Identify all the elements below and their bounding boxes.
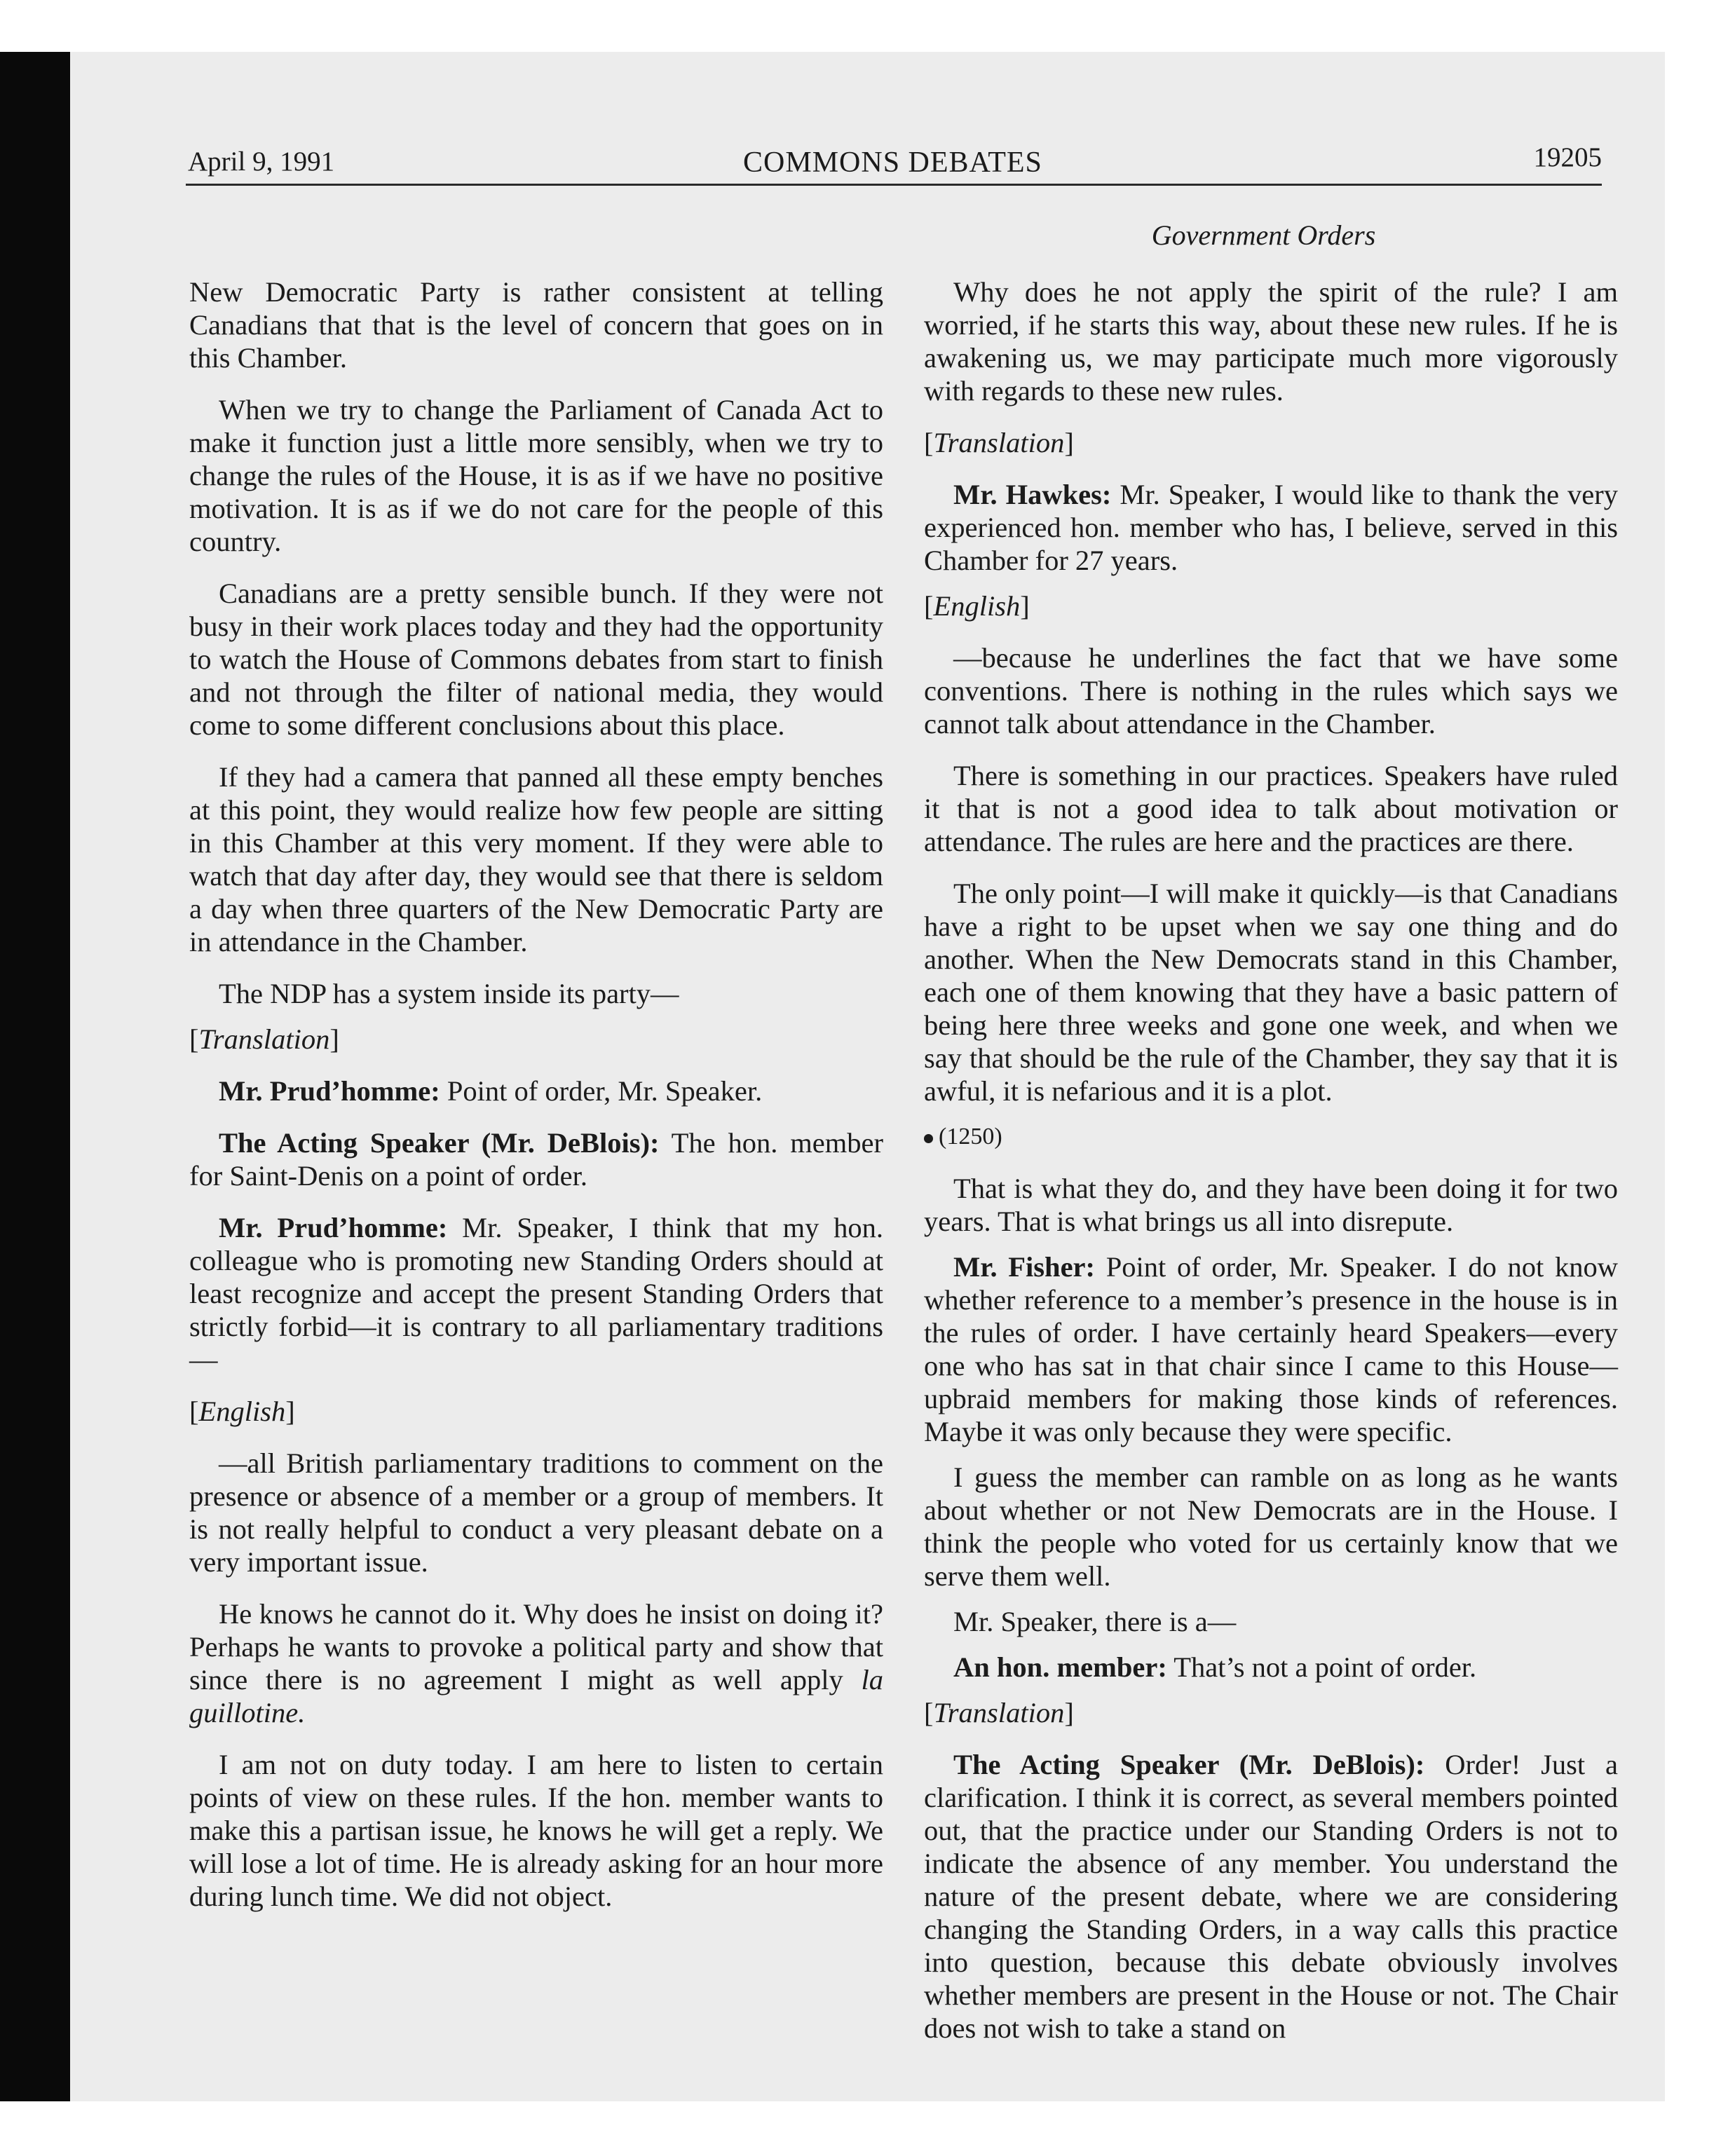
paragraph: Mr. Speaker, there is a— bbox=[953, 1606, 1237, 1637]
paragraph: Canadians are a pretty sensible bunch. If they were not busy in their work places today and they had the opportunity to watch the House of Commons debates from start to finish and not through the filter of national media, they would come to some different conclusions about this place. bbox=[189, 578, 883, 741]
section-title: Government Orders bbox=[1151, 219, 1376, 251]
language-marker: [Translation] bbox=[924, 427, 1074, 458]
speaker-name: The Acting Speaker (Mr. DeBlois): bbox=[953, 1749, 1425, 1780]
speech bbox=[924, 1250, 1618, 1448]
bullet-icon bbox=[924, 1134, 933, 1143]
scan-edge bbox=[0, 52, 70, 2101]
speech-text: Mr. Speaker, I would like to thank the very experienced hon. member who has, I believe, served in this Chamber for 27 years. bbox=[924, 479, 1619, 576]
paragraph: That is what they do, and they have been doing it for two years. That is what brings us all into disrepute. bbox=[924, 1173, 1618, 1237]
page-header bbox=[0, 142, 1735, 188]
right-column bbox=[924, 275, 1618, 2063]
speaker-name: Mr. Prud’homme: bbox=[219, 1212, 448, 1243]
language-marker: [English] bbox=[924, 590, 1030, 622]
paragraph: New Democratic Party is rather consistent at telling Canadians that that is the level of concern that goes on in this Chamber. bbox=[189, 276, 883, 374]
speech bbox=[189, 1126, 883, 1192]
language-marker-label: English bbox=[933, 590, 1021, 622]
speech-text: That’s not a point of order. bbox=[1173, 1651, 1477, 1683]
header-rule bbox=[186, 184, 1602, 186]
speaker-name: The Acting Speaker (Mr. DeBlois): bbox=[219, 1127, 660, 1159]
speaker-name: Mr. Prud’homme: bbox=[219, 1075, 440, 1107]
paragraph: When we try to change the Parliament of Canada Act to make it function just a little more sensibly, when we try to change the rules of the House, it is as if we have no positive motivation. It is as if we do not care for the people of this country. bbox=[189, 394, 883, 557]
time-marker bbox=[924, 1120, 1618, 1153]
speech-text: The hon. member for Saint-Denis on a point of order. bbox=[189, 1127, 883, 1192]
speaker-name: An hon. member: bbox=[953, 1651, 1167, 1683]
time-marker-text: (1250) bbox=[939, 1124, 1002, 1149]
paragraph: I guess the member can ramble on as long as he wants about whether or not New Democrats are in the House. I think the people who voted for us certainly know that we serve them well. bbox=[924, 1461, 1618, 1592]
paragraph bbox=[189, 1597, 883, 1729]
speaker-name: Mr. Hawkes: bbox=[953, 479, 1112, 510]
italic-phrase: la guillotine. bbox=[189, 1664, 884, 1728]
paragraph: —because he underlines the fact that we have some conventions. There is nothing in the rules which says we cannot talk about attendance in the Chamber. bbox=[924, 642, 1618, 739]
speech bbox=[924, 1748, 1618, 2045]
page-number: 19205 bbox=[1533, 142, 1602, 172]
paragraph-text: He knows he cannot do it. Why does he insist on doing it? Perhaps he wants to provoke a political party and show that since there is no agreement I might as well apply bbox=[189, 1598, 883, 1696]
speech bbox=[189, 1074, 883, 1107]
header-date: April 9, 1991 bbox=[188, 146, 335, 177]
language-marker-label: English bbox=[198, 1396, 286, 1427]
speaker-name: Mr. Fisher: bbox=[953, 1251, 1096, 1283]
paragraph: The only point—I will make it quickly—is that Canadians have a right to be upset when we say one thing and do another. When the New Democrats stand in this Chamber, each one of them knowing that they have a basic pattern of being here three weeks and gone one week, and when we say that should be the rule of the Chamber, they say that it is awful, it is nefarious and it is a plot. bbox=[924, 878, 1618, 1107]
paragraph: —all British parliamentary traditions to comment on the presence or absence of a member or a group of members. It is not really helpful to conduct a very pleasant debate on a very important issue. bbox=[189, 1447, 883, 1578]
language-marker-label: Translation bbox=[198, 1023, 330, 1055]
language-marker: [English] bbox=[189, 1396, 295, 1427]
paragraph: I am not on duty today. I am here to listen to certain points of view on these rules. If the hon. member wants to make this a partisan issue, he knows he will get a reply. We will lose a lot of time. He is already asking for an hour more during lunch time. We did not object. bbox=[189, 1749, 883, 1912]
speech bbox=[924, 478, 1618, 577]
speech-text: Mr. Speaker, I think that my hon. colleague who is promoting new Standing Orders should at least recognize and accept the present Standing Orders that strictly forbid—it is contrary to all parliamentary traditions— bbox=[189, 1212, 883, 1375]
speech-text: Point of order, Mr. Speaker. I do not know whether reference to a member’s presence in the house is in the rules of order. I have certainly heard Speakers—every one who has sat in that chair since I came to this House—upbraid members for making those kinds of references. Maybe it was only because they were specific. bbox=[924, 1251, 1618, 1447]
language-marker: [Translation] bbox=[924, 1697, 1074, 1728]
paragraph: The NDP has a system inside its party— bbox=[219, 978, 679, 1009]
language-marker-label: Translation bbox=[933, 427, 1065, 458]
header-title: COMMONS DEBATES bbox=[743, 146, 1042, 179]
speech-text: Order! Just a clarification. I think it is correct, as several members pointed out, that the practice under our Standing Orders is not to indicate the absence of any member. You understand the nature of the present debate, where we are considering changing the Standing Orders, in a way calls this practice into question, because this debate obviously involves whether members are present in the House or not. The Chair does not wish to take a stand on bbox=[924, 1749, 1619, 2044]
language-marker-label: Translation bbox=[933, 1697, 1065, 1728]
speech bbox=[924, 1651, 1618, 1684]
paragraph: Why does he not apply the spirit of the rule? I am worried, if he starts this way, about these new rules. If he is awakening us, we may participate much more vigorously with regards to these new rules. bbox=[924, 276, 1618, 407]
paragraph: There is something in our practices. Speakers have ruled it that is not a good idea to talk about motivation or attendance. The rules are here and the practices are there. bbox=[924, 760, 1618, 857]
left-column bbox=[189, 275, 883, 1932]
speech bbox=[189, 1211, 883, 1376]
speech-text: Point of order, Mr. Speaker. bbox=[447, 1075, 763, 1107]
language-marker: [Translation] bbox=[189, 1023, 339, 1055]
paragraph: If they had a camera that panned all these empty benches at this point, they would realize how few people are sitting in this Chamber at this very moment. If they were able to watch that day after day, they would see that there is seldom a day when three quarters of the New Democratic Party are in attendance in the Chamber. bbox=[189, 761, 883, 957]
